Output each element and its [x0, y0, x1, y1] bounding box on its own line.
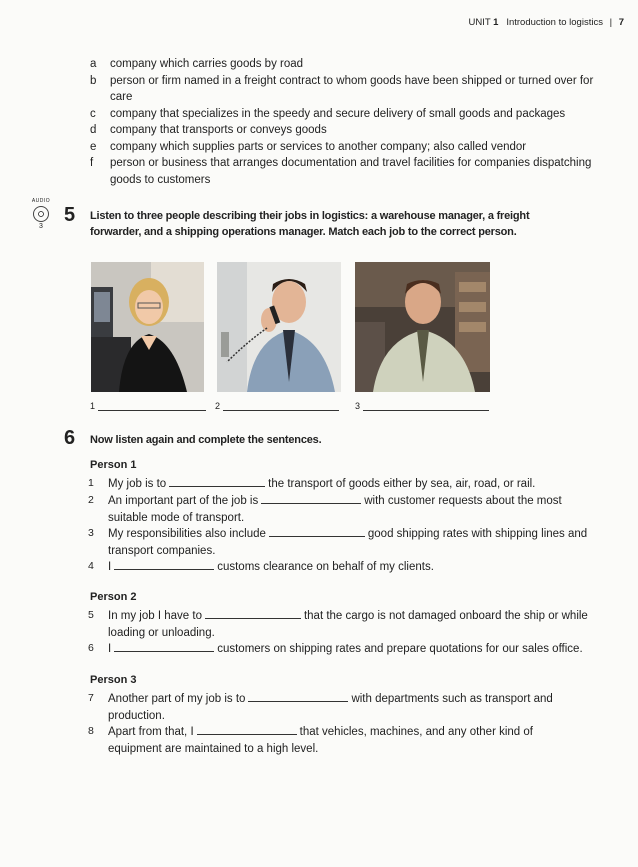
definition-item — [90, 139, 600, 156]
sentence-text: customs clearance on behalf of my clients. — [217, 561, 434, 573]
sentence-2-blank[interactable] — [261, 492, 361, 504]
definition-text: company that transports or conveys goods — [110, 124, 327, 136]
photo-person-2 — [217, 262, 341, 392]
sentence-number: 5 — [88, 609, 94, 621]
exercise-5-instruction: Listen to three people describing their jobs in logistics: a warehouse manager, a freight forwarder, and a shipping operations manager. Match each job to the correct person. — [90, 210, 530, 238]
exercise-6-number: 6 — [64, 427, 76, 449]
sentence-6 — [88, 640, 588, 658]
sentence-number: 1 — [88, 477, 94, 489]
answer-2-number: 2 — [215, 401, 221, 411]
sentence-number: 4 — [88, 560, 94, 572]
sentence-3-blank[interactable] — [269, 525, 365, 537]
definition-item — [90, 56, 600, 73]
sentence-number: 2 — [88, 494, 94, 506]
sentence-number: 7 — [88, 692, 94, 704]
sentence-1-blank[interactable] — [169, 475, 265, 487]
definition-item — [90, 155, 600, 188]
sentence-text: Apart from that, I — [108, 726, 194, 738]
sentence-text: Another part of my job is to — [108, 693, 246, 705]
definition-item — [90, 73, 600, 106]
sentence-text: In my job I have to — [108, 610, 202, 622]
sentence-text: with departments such as transport and production. — [108, 693, 553, 722]
exercise-5-number: 5 — [64, 204, 76, 226]
sentence-text: with customer requests about the most suitable mode of transport. — [108, 495, 562, 524]
sentence-text: My responsibilities also include — [108, 528, 266, 540]
exercise-6-instruction: Now listen again and complete the sentences. — [90, 434, 322, 446]
audio-label: AUDIO — [31, 198, 51, 204]
definition-item — [90, 122, 600, 139]
cd-icon — [33, 206, 49, 222]
unit-title: Introduction to logistics — [506, 17, 603, 28]
answer-3-number: 3 — [355, 401, 361, 411]
sentence-7 — [88, 690, 588, 724]
definition-letter: e — [90, 140, 97, 153]
unit-number: 1 — [493, 17, 499, 28]
sentence-text: My job is to — [108, 478, 167, 490]
sentence-number: 8 — [88, 725, 94, 737]
sentence-text: that the cargo is not damaged onboard the ship or while loading or unloading. — [108, 610, 588, 639]
audio-marker — [30, 198, 52, 230]
person-3-heading: Person 3 — [90, 674, 137, 686]
sentence-7-blank[interactable] — [248, 690, 348, 702]
sentence-1 — [88, 475, 588, 493]
definition-letter: c — [90, 107, 96, 120]
definition-letter: a — [90, 58, 97, 70]
answer-3-blank[interactable] — [363, 400, 489, 411]
page-number: 7 — [618, 17, 624, 28]
unit-label: UNIT — [468, 17, 491, 28]
answer-2-blank[interactable] — [223, 400, 339, 411]
definition-text: person or business that arranges documentation and travel facilities for companies dispatching goods to customers — [110, 157, 592, 186]
person-2-heading: Person 2 — [90, 591, 137, 603]
sentence-2 — [88, 492, 588, 526]
sentence-text: that vehicles, machines, and any other kind of equipment are maintained to a high level. — [108, 726, 533, 755]
answer-1-number: 1 — [90, 401, 96, 411]
sentence-8-blank[interactable] — [197, 723, 297, 735]
definition-item — [90, 106, 600, 123]
person-1-heading: Person 1 — [90, 459, 137, 471]
sentence-text: I — [108, 561, 112, 573]
definition-text: company which supplies parts or services to another company; also called vendor — [110, 140, 527, 153]
sentence-8 — [88, 723, 588, 757]
sentence-text: customers on shipping rates and prepare quotations for our sales office. — [217, 643, 583, 655]
answer-3 — [355, 400, 489, 411]
sentence-number: 6 — [88, 642, 94, 654]
definition-letter: d — [90, 124, 97, 136]
answer-1-blank[interactable] — [98, 400, 206, 411]
sentence-text: the transport of goods either by sea, air, road, or rail. — [268, 478, 536, 490]
photo-person-1 — [91, 262, 204, 392]
audio-track: 3 — [39, 223, 43, 230]
definition-text: company that specializes in the speedy and secure delivery of small goods and packages — [110, 107, 566, 120]
definition-letter: f — [90, 157, 94, 169]
header-separator: | — [609, 17, 613, 28]
sentence-6-blank[interactable] — [114, 640, 214, 652]
photo-person-3 — [355, 262, 490, 392]
definition-list — [90, 56, 600, 188]
sentence-5 — [88, 607, 588, 641]
definition-letter: b — [90, 74, 97, 87]
sentence-4-blank[interactable] — [114, 558, 214, 570]
sentence-5-blank[interactable] — [205, 607, 301, 619]
sentence-4 — [88, 558, 588, 576]
definition-text: company which carries goods by road — [110, 58, 304, 70]
answer-1 — [90, 400, 206, 411]
sentence-text: An important part of the job is — [108, 495, 259, 507]
answer-2 — [215, 400, 339, 411]
sentence-text: good shipping rates with shipping lines and transport companies. — [108, 528, 588, 557]
sentence-3 — [88, 525, 588, 559]
sentence-text: I — [108, 643, 112, 655]
page-header — [468, 17, 624, 28]
definition-text: person or firm named in a freight contract to whom goods have been shipped or turned over for care — [110, 74, 594, 103]
sentence-number: 3 — [88, 527, 94, 539]
